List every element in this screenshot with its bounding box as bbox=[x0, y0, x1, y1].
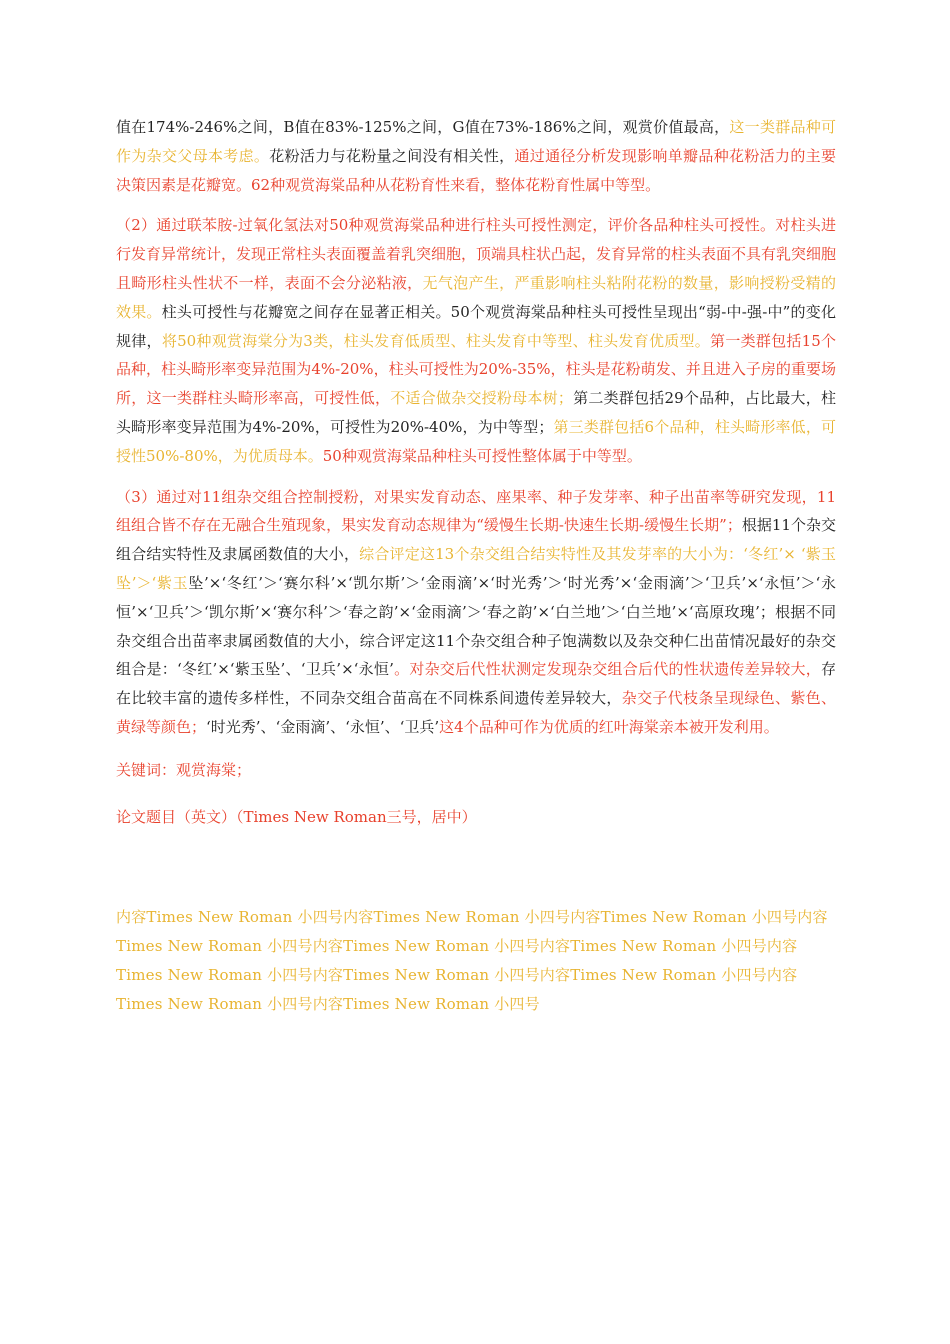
paragraph2-run-4: 第一类群包括15个品种，柱头畸形率变异范围为4%-20%，柱头可授性为20%-35%，柱头是花粉萌发、并且进入子房的重要场所，这一类群柱头畸形率高，可授性低， bbox=[116, 331, 836, 408]
paragraph-2 bbox=[116, 211, 836, 470]
paragraph3-run-2: 综合评定这13个杂交组合结实特性及其发芽率的大小为：‘冬红’× ‘紫玉坠’＞‘紫玉 bbox=[116, 545, 836, 592]
paragraph2-run-1: 无气泡产生，严重影响柱头粘附花粉的数量，影响授粉受精的效果。 bbox=[116, 273, 836, 321]
paragraph-3 bbox=[116, 483, 836, 742]
paragraph2-run-7: 第三类群包括6个品种，柱头畸形率低，可授性50%-80%，为优质母本。 bbox=[116, 417, 836, 465]
paragraph2-run-5: 不适合做杂交授粉母本树； bbox=[390, 389, 573, 408]
paragraph2-run-2: 柱头可授性与花瓣宽之间存在显著正相关。50个观赏海棠品种柱头可授性呈现出“弱-中-强-中”的变化规律， bbox=[116, 302, 836, 350]
paragraph3-run-8: 这4个品种可作为优质的红叶海棠亲本被开发利用。 bbox=[439, 717, 779, 736]
paragraph1-run-1: 这一类群品种可作为杂交父母本考虑。 bbox=[116, 118, 836, 165]
paragraph1-run-3: 通过通径分析发现影响单瓣品种花粉活力的主要决策因素是花瓣宽。62种观赏海棠品种从花粉育性来看，整体花粉育性属中等型。 bbox=[116, 146, 836, 194]
paragraph3-run-5: 存在比较丰富的遗传多样性，不同杂交组合苗高在不同株系间遗传差异较大， bbox=[116, 660, 836, 708]
english-title: 论文题目（英文）（Times New Roman三号，居中） bbox=[116, 807, 477, 826]
english-content: 内容Times New Roman 小四号内容Times New Roman 小四号内容Times New Roman 小四号内容Times New Roman 小四号内容Times New Roman 小四号内容Times New Roman 小四号内容Times New Roman 小四号内容Times New Roman 小四号内容Times New Roman 小四号内容Times New Roman 小四号内容Times New Roman 小四号 bbox=[116, 908, 828, 1013]
paragraph3-run-7: ‘时光秀’、‘金雨滴’、‘永恒’、‘卫兵’ bbox=[206, 717, 440, 736]
paragraph3-run-3: 坠’×‘冬红’＞‘赛尔科’×‘凯尔斯’＞‘金雨滴’×‘时光秀’＞‘时光秀’×‘金雨滴’＞‘卫兵’×‘永恒’＞‘永恒’×‘卫兵’＞‘凯尔斯’×‘赛尔科’＞‘春之韵’×‘金雨滴’＞‘春之韵’×‘白兰地’＞‘白兰地’×‘高原玫瑰’；根据不同杂交组合出苗率隶属函数值的大小，综合评定这11个杂交组合种子饱满数以及杂交种仁出苗情况最好的杂交组合是：‘冬红’×‘紫玉坠’、‘卫兵’×‘永恒’ bbox=[116, 573, 836, 679]
paragraph2-run-3: 将50种观赏海棠分为3类，柱头发育低质型、柱头发育中等型、柱头发育优质型。 bbox=[161, 331, 711, 350]
document-page bbox=[116, 113, 836, 1019]
paragraph1-run-0: 值在174%-246%之间，B值在83%-125%之间，G值在73%-186%之间，观赏价值最高， bbox=[116, 118, 730, 136]
paragraph3-run-0: （3）通过对11组杂交组合控制授粉，对果实发育动态、座果率、种子发芽率、种子出苗率等研究发现，11组组合皆不存在无融合生殖现象，果实发育动态规律为“缓慢生长期-快速生长期-缓慢生长期”； bbox=[116, 487, 836, 535]
paragraph2-run-6: 第二类群包括29个品种，占比最大，柱头畸形率变异范围为4%-20%，可授性为20%-40%，为中等型； bbox=[116, 389, 836, 436]
paragraph2-run-0: （2）通过联苯胺-过氧化氢法对50种观赏海棠品种进行柱头可授性测定，评价各品种柱头可授性。对柱头进行发育异常统计，发现正常柱头表面覆盖着乳突细胞，顶端具柱状凸起，发育异常的柱头表面不具有乳突细胞且畸形柱头性状不一样，表面不会分泌粘液， bbox=[116, 216, 837, 292]
paragraph1-run-2: 花粉活力与花粉量之间没有相关性， bbox=[269, 146, 515, 165]
paragraph3-run-1: 根据11个杂交组合结实特性及隶属函数值的大小， bbox=[116, 516, 836, 564]
paragraph3-run-6: 杂交子代枝条呈现绿色、紫色、黄绿等颜色； bbox=[116, 689, 836, 736]
paragraph-1 bbox=[116, 113, 836, 199]
paragraph3-run-4: 。对杂交后代性状测定发现杂交组合后代的性状遗传差异较大， bbox=[393, 660, 821, 679]
paragraph2-run-8: 50种观赏海棠品种柱头可授性整体属于中等型。 bbox=[322, 446, 642, 465]
keywords: 关键词：观赏海棠； bbox=[116, 760, 252, 779]
